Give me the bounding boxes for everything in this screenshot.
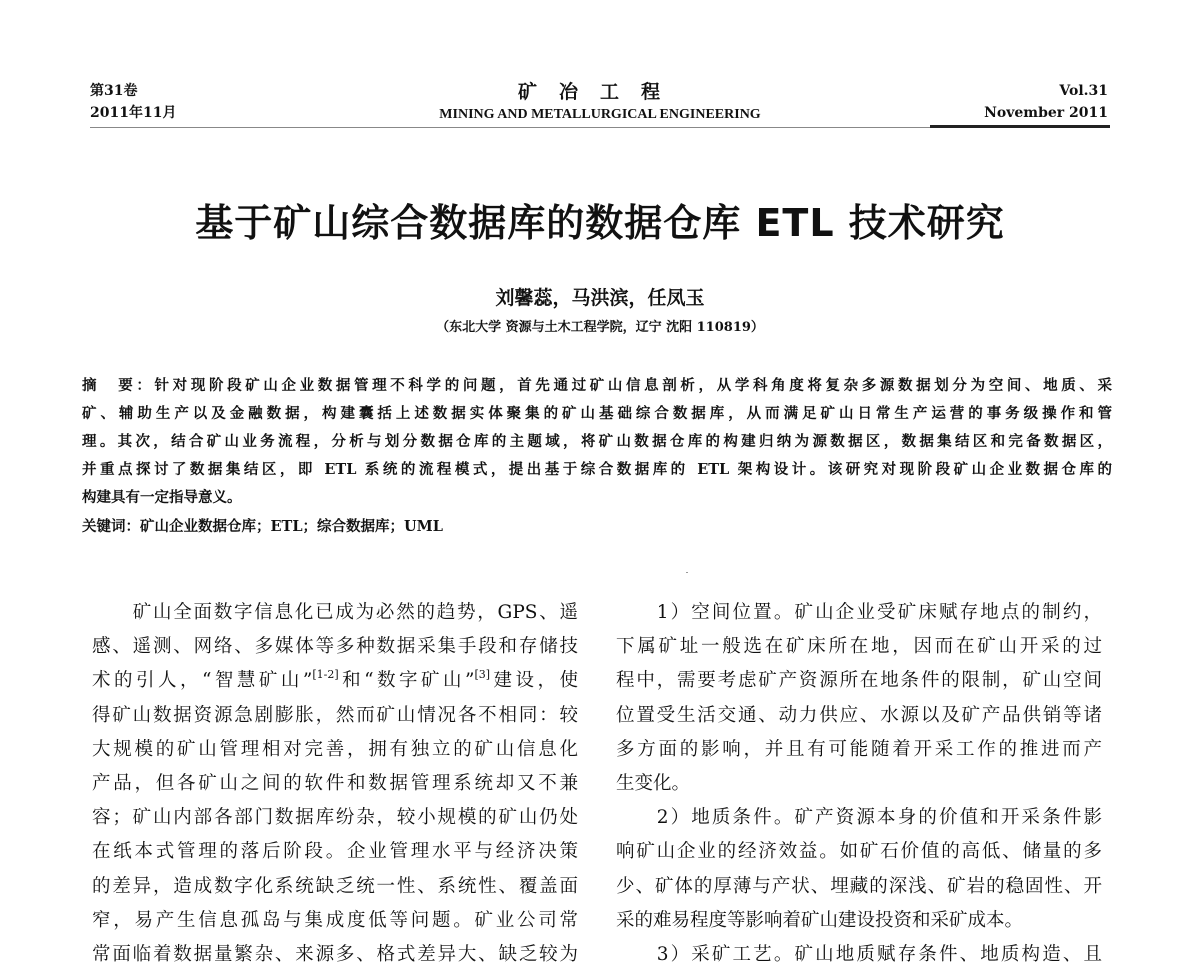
body-line: 产品，但各矿山之间的软件和数据管理系统却又不兼 — [92, 772, 578, 794]
keywords — [82, 512, 1112, 542]
abstract — [82, 372, 1112, 542]
body-line: 采的难易程度等影响着矿山建设投资和采矿成本。 — [616, 909, 1024, 931]
body-line: 大规模的矿山管理相对完善，拥有独立的矿山信息化 — [92, 738, 578, 760]
citation-ref: [3] — [474, 668, 491, 682]
abstract-line: 摘 要：针对现阶段矿山企业数据管理不科学的问题，首先通过矿山信息剖析，从学科角度将复杂多源数据划分为空间、地质、采 — [82, 377, 1113, 394]
body-line: 在纸本式管理的落后阶段。企业管理水平与经济决策 — [92, 841, 578, 863]
body-column-right — [616, 596, 1102, 972]
header-rule-accent — [930, 125, 1110, 128]
abstract-line: 矿、辅助生产以及金融数据，构建囊括上述数据实体聚集的矿山基础综合数据库，从而满足矿山日常生产运营的事务级操作和管 — [82, 405, 1112, 422]
body-line: 感、遥测、网络、多媒体等多种数据采集手段和存储技 — [92, 636, 578, 658]
abstract-line: 理。其次，结合矿山业务流程，分析与划分数据仓库的主题域，将矿山数据仓库的构建归纳为源数据区，数据集结区和完备数据区， — [82, 433, 1112, 450]
body-line: 容；矿山内部各部门数据库纷杂，较小规模的矿山仍处 — [92, 807, 578, 829]
scan-speck — [686, 572, 688, 573]
body-line: 多方面的影响，并且有可能随着开采工作的推进而产 — [616, 738, 1102, 760]
body-line: 常面临着数据量繁杂、来源多、格式差异大、缺乏较为 — [92, 943, 578, 965]
journal-name-en: MINING AND METALLURGICAL ENGINEERING — [439, 107, 761, 122]
body-line: 得矿山数据资源急剧膨胀，然而矿山情况各不相同：较 — [92, 704, 578, 726]
keywords-label: 关键词： — [82, 518, 140, 535]
date-cn: 2011年11月 — [90, 105, 177, 121]
paper-title: 基于矿山综合数据库的数据仓库 ETL 技术研究 — [195, 201, 1005, 245]
body-line: 生变化。 — [616, 772, 691, 794]
keywords-value: 矿山企业数据仓库；ETL；综合数据库；UML — [140, 518, 443, 535]
journal-name-cn: 矿冶工程 — [517, 81, 682, 103]
body-line: 3）采矿工艺。矿山地质赋存条件、地质构造、且 — [656, 943, 1102, 965]
abstract-line: 构建具有一定指导意义。 — [82, 489, 242, 506]
body-line: 响矿山企业的经济效益。如矿石价值的高低、储量的多 — [616, 841, 1102, 863]
body-column-left — [92, 596, 578, 972]
affiliation: （东北大学 资源与土木工程学院，辽宁 沈阳 110819） — [436, 320, 764, 335]
body-line: 矿山全面数字信息化已成为必然的趋势，GPS、遥 — [132, 602, 578, 623]
issue-info-en — [984, 80, 1108, 124]
abstract-label: 摘 要： — [82, 377, 155, 394]
citation-ref: [1-2] — [312, 668, 339, 682]
body-line: 2）地质条件。矿产资源本身的价值和开采条件影 — [656, 807, 1102, 829]
body-line: 1）空间位置。矿山企业受矿床赋存地点的制约， — [656, 602, 1102, 623]
date-en: November 2011 — [984, 105, 1108, 121]
body-line: 少、矿体的厚薄与产状、埋藏的深浅、矿岩的稳固性、开 — [616, 875, 1102, 897]
body-line: 窄，易产生信息孤岛与集成度低等问题。矿业公司常 — [92, 909, 578, 931]
body-line: 的差异，造成数字化系统缺乏统一性、系统性、覆盖面 — [92, 875, 578, 897]
body-line: 程中，需要考虑矿产资源所在地条件的限制，矿山空间 — [616, 670, 1102, 692]
body-line: 下属矿址一般选在矿床所在地，因而在矿山开采的过 — [616, 636, 1102, 658]
body-line: 位置受生活交通、动力供应、水源以及矿产品供销等诸 — [616, 704, 1102, 726]
volume-cn: 第31卷 — [90, 83, 138, 99]
body-line: 术的引人，“智慧矿山”[1-2]和“数字矿山”[3]建设，使 — [92, 668, 578, 692]
authors: 刘馨蕊，马洪滨，任凤玉 — [495, 287, 705, 309]
abstract-line: 并重点探讨了数据集结区，即 ETL 系统的流程模式，提出基于综合数据库的 ETL 架构设计。该研究对现阶段矿山企业数据仓库的 — [82, 461, 1112, 478]
volume-en: Vol.31 — [1059, 83, 1108, 99]
